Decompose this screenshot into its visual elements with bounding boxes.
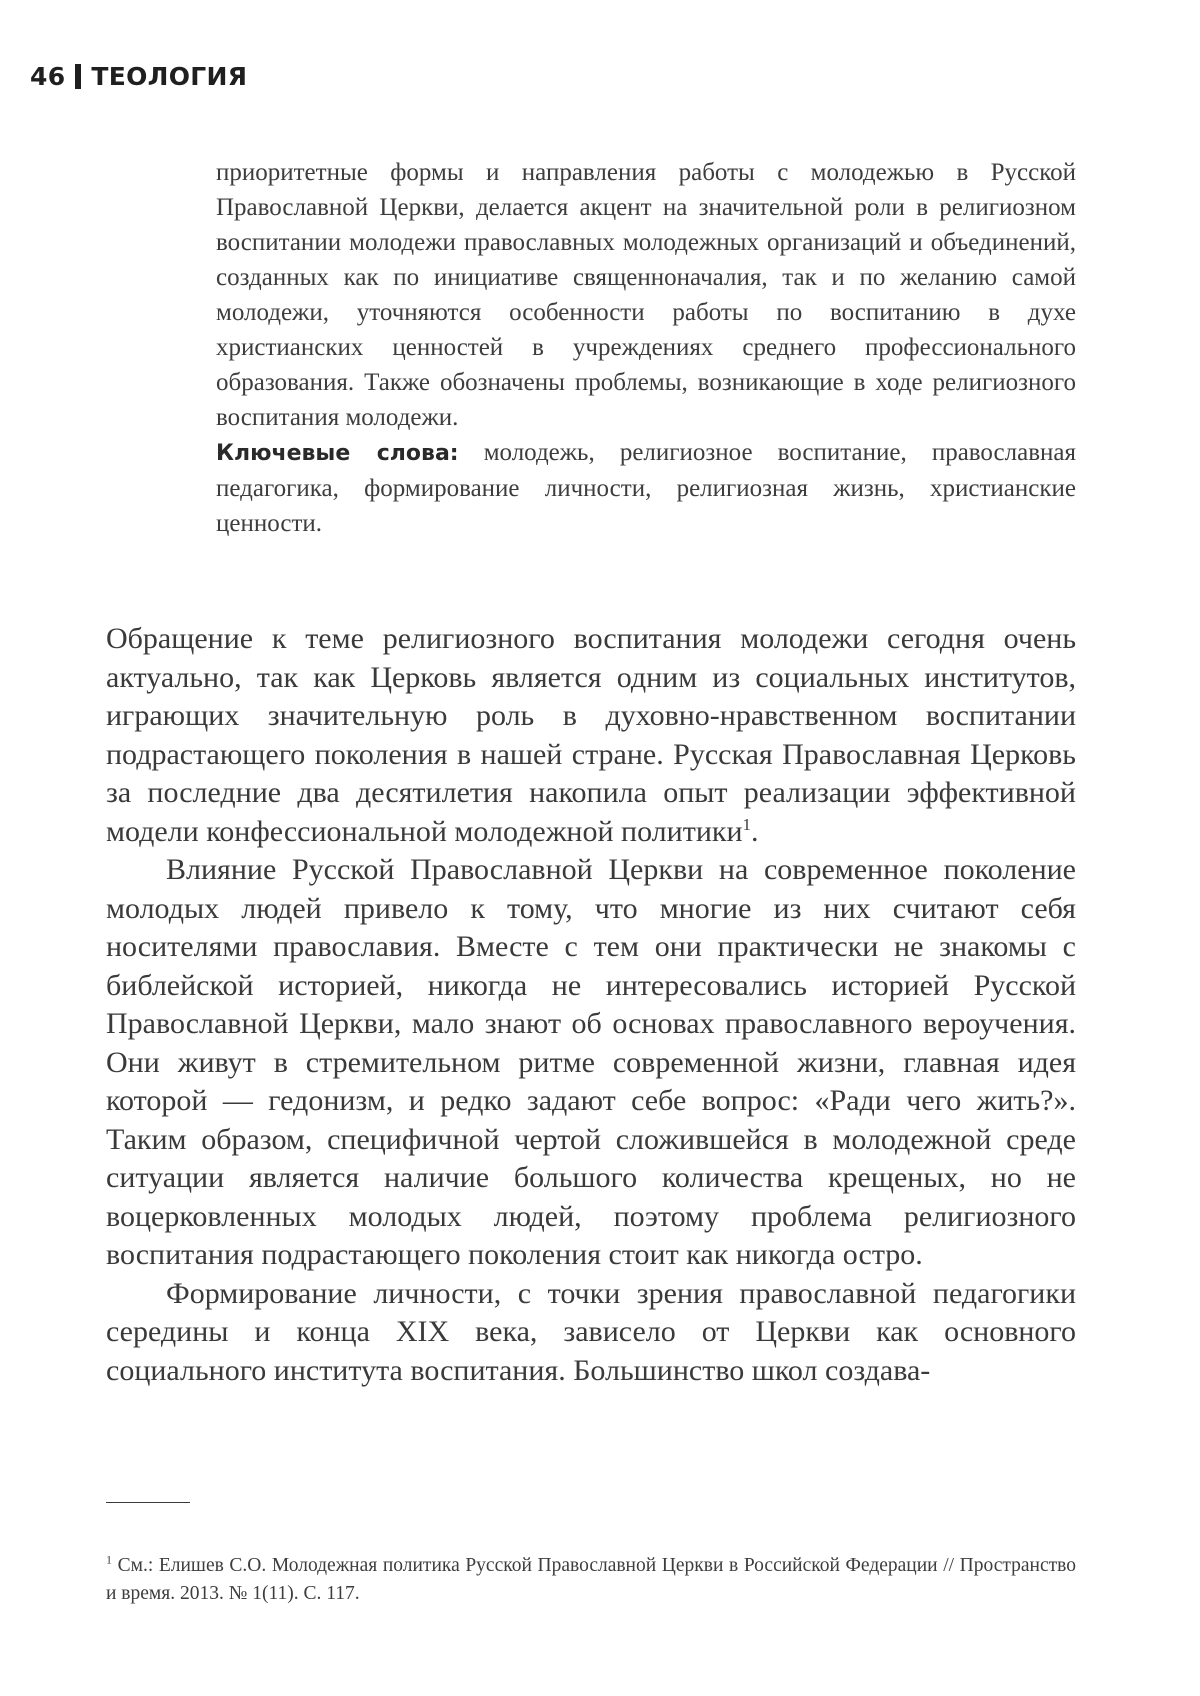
abstract [216,155,1076,541]
footnote-divider [106,1502,190,1503]
page-number: 46 [30,62,66,91]
keywords-label: Ключевые слова: [216,441,459,466]
paragraph-1 [106,620,1076,851]
footnote-marker: 1 [106,1552,112,1567]
running-head [30,62,247,91]
paragraph-2: Влияние Русской Православной Церкви на современное поколение молодых людей привело к тому, что многие из них считают себя носителями православия. Вместе с тем они практически не знакомы с библейской историей, никогда не интересовались историей Русской Православной Церкви, мало знают об основах православного вероучения. Они живут в стремительном ритме современной жизни, главная идея которой — гедонизм, и редко задают себе вопрос: «Ради чего жить?». Таким образом, специфичной чертой сложившейся в молодежной среде ситуации является наличие большого количества крещеных, но не воцерковленных молодых людей, поэтому проблема религиозного воспитания подрастающего поколения стоит как никогда остро. [106,853,1076,1271]
paragraph-3: Формирование личности, с точки зрения православной педагогики середины и конца XIX века, зависело от Церкви как основного социального института воспитания. Большинство школ создава- [106,1276,1076,1387]
main-text [106,620,1076,1390]
separator-bar [75,64,81,89]
abstract-text: приоритетные формы и направления работы с молодежью в Русской Православной Церкви, делается акцент на значительной роли в религиозном воспитании молодежи православных молодежных организаций и объединений, созданных как по инициативе священноначалия, так и по желанию самой молодежи, уточняются особенности работы по воспитанию в духе христианских ценностей в учреждениях среднего профессионального образования. Также обозначены проблемы, возникающие в ходе религиозного воспитания молодежи. [216,159,1076,431]
footnote-text: См.: Елишев С.О. Молодежная политика Русской Православной Церкви в Российской Федерации // Пространство и время. 2013. № 1(11). С. 117. [106,1555,1076,1604]
paragraph-1-text: Обращение к теме религиозного воспитания молодежи сегодня очень актуально, так как Церковь является одним из социальных институтов, играющих значительную роль в духовно-нравственном воспитании подрастающего поколения в нашей стране. Русская Православная Церковь за последние два десятилетия накопила опыт реализации эффективной модели конфессиональной молодежной политики [106,622,1076,848]
footnote-reference[interactable]: 1 [742,814,752,834]
section-title: ТЕОЛОГИЯ [91,62,248,91]
keywords [216,435,1076,541]
keywords-list: молодежь, религиозное воспитание, православная педагогика, формирование личности, религиозная жизнь, христианские ценности. [216,439,1076,537]
footnote [106,1552,1076,1608]
paragraph-1-end: . [751,814,759,848]
